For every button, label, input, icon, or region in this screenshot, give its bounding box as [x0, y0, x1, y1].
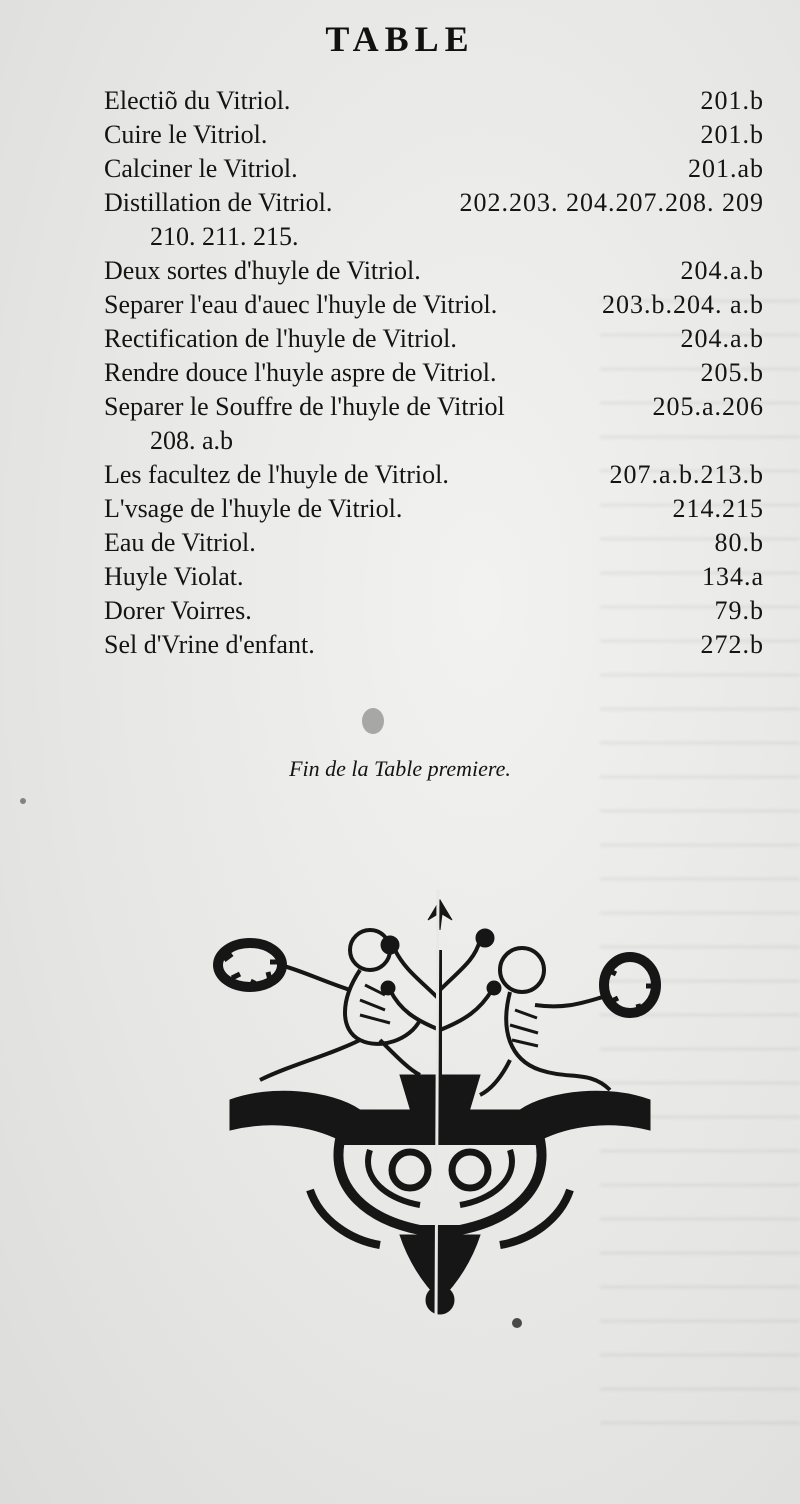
entry-pages: 134.a — [701, 562, 764, 591]
cherub-right-icon — [480, 948, 610, 1095]
laurel-wreath-left-icon — [218, 943, 282, 988]
entry-pages: 214.215 — [672, 494, 764, 523]
entry-label: Huyle Violat. — [104, 562, 244, 591]
entry-label: Les facultez de l'huyle de Vitriol. — [104, 460, 449, 489]
index-entry — [104, 526, 764, 560]
entry-pages: 79.b — [714, 596, 764, 625]
entry-pages: 203.b.204. a.b — [601, 290, 764, 319]
entry-label: L'vsage de l'huyle de Vitriol. — [104, 494, 403, 523]
index-entry-continuation — [104, 220, 764, 254]
index-entry-continuation — [104, 424, 764, 458]
entry-label: Dorer Voirres. — [104, 596, 252, 625]
index-entry — [104, 254, 764, 288]
index-entries — [104, 84, 764, 662]
laurel-wreath-right-icon — [604, 957, 656, 1013]
entry-label: Eau de Vitriol. — [104, 528, 256, 557]
index-entry — [104, 628, 764, 662]
index-entry — [104, 492, 764, 526]
entry-pages: 207.a.b.213.b — [609, 460, 764, 489]
entry-label: 208. a.b — [150, 426, 234, 455]
entry-label: 210. 211. 215. — [150, 222, 299, 251]
index-entry — [104, 560, 764, 594]
entry-pages: 204.a.b — [680, 324, 764, 353]
entry-pages: 201.b — [700, 86, 764, 115]
entry-pages: 202.203. 204.207.208. 209 — [459, 188, 764, 217]
index-entry — [104, 356, 764, 390]
entry-label: Rendre douce l'huyle aspre de Vitriol. — [104, 358, 497, 387]
entry-label: Deux sortes d'huyle de Vitriol. — [104, 256, 421, 285]
ink-spot — [20, 798, 26, 804]
cartouche-base-icon — [230, 1091, 650, 1314]
index-entry — [104, 118, 764, 152]
page-header: TABLE — [325, 19, 475, 59]
index-entry — [104, 288, 764, 322]
entry-label: Sel d'Vrine d'enfant. — [104, 630, 315, 659]
index-entry — [104, 152, 764, 186]
entry-pages: 80.b — [714, 528, 764, 557]
index-entry — [104, 594, 764, 628]
index-entry — [104, 458, 764, 492]
entry-pages: 201.ab — [687, 154, 764, 183]
entry-pages: 272.b — [700, 630, 764, 659]
entry-label: Separer l'eau d'auec l'huyle de Vitriol. — [104, 290, 498, 319]
entry-label: Rectification de l'huyle de Vitriol. — [104, 324, 457, 353]
ornament-vignette-icon — [210, 890, 670, 1320]
entry-pages: 205.b — [700, 358, 764, 387]
entry-pages: 205.a.206 — [652, 392, 764, 421]
entry-pages: 201.b — [700, 120, 764, 149]
ink-spot — [512, 1318, 522, 1328]
flower-vase-icon — [381, 900, 501, 1115]
ink-spot — [362, 708, 384, 734]
entry-label: Cuire le Vitriol. — [104, 120, 268, 149]
index-entry — [104, 84, 764, 118]
index-entry — [104, 322, 764, 356]
entry-label: Calciner le Vitriol. — [104, 154, 298, 183]
index-entry — [104, 390, 764, 424]
closing-line: Fin de la Table premiere. — [289, 756, 511, 781]
entry-pages: 204.a.b — [680, 256, 764, 285]
entry-label: Separer le Souffre de l'huyle de Vitriol — [104, 392, 505, 421]
index-entry — [104, 186, 764, 220]
entry-label: Distillation de Vitriol. — [104, 188, 333, 217]
entry-label: Electiõ du Vitriol. — [104, 86, 291, 115]
